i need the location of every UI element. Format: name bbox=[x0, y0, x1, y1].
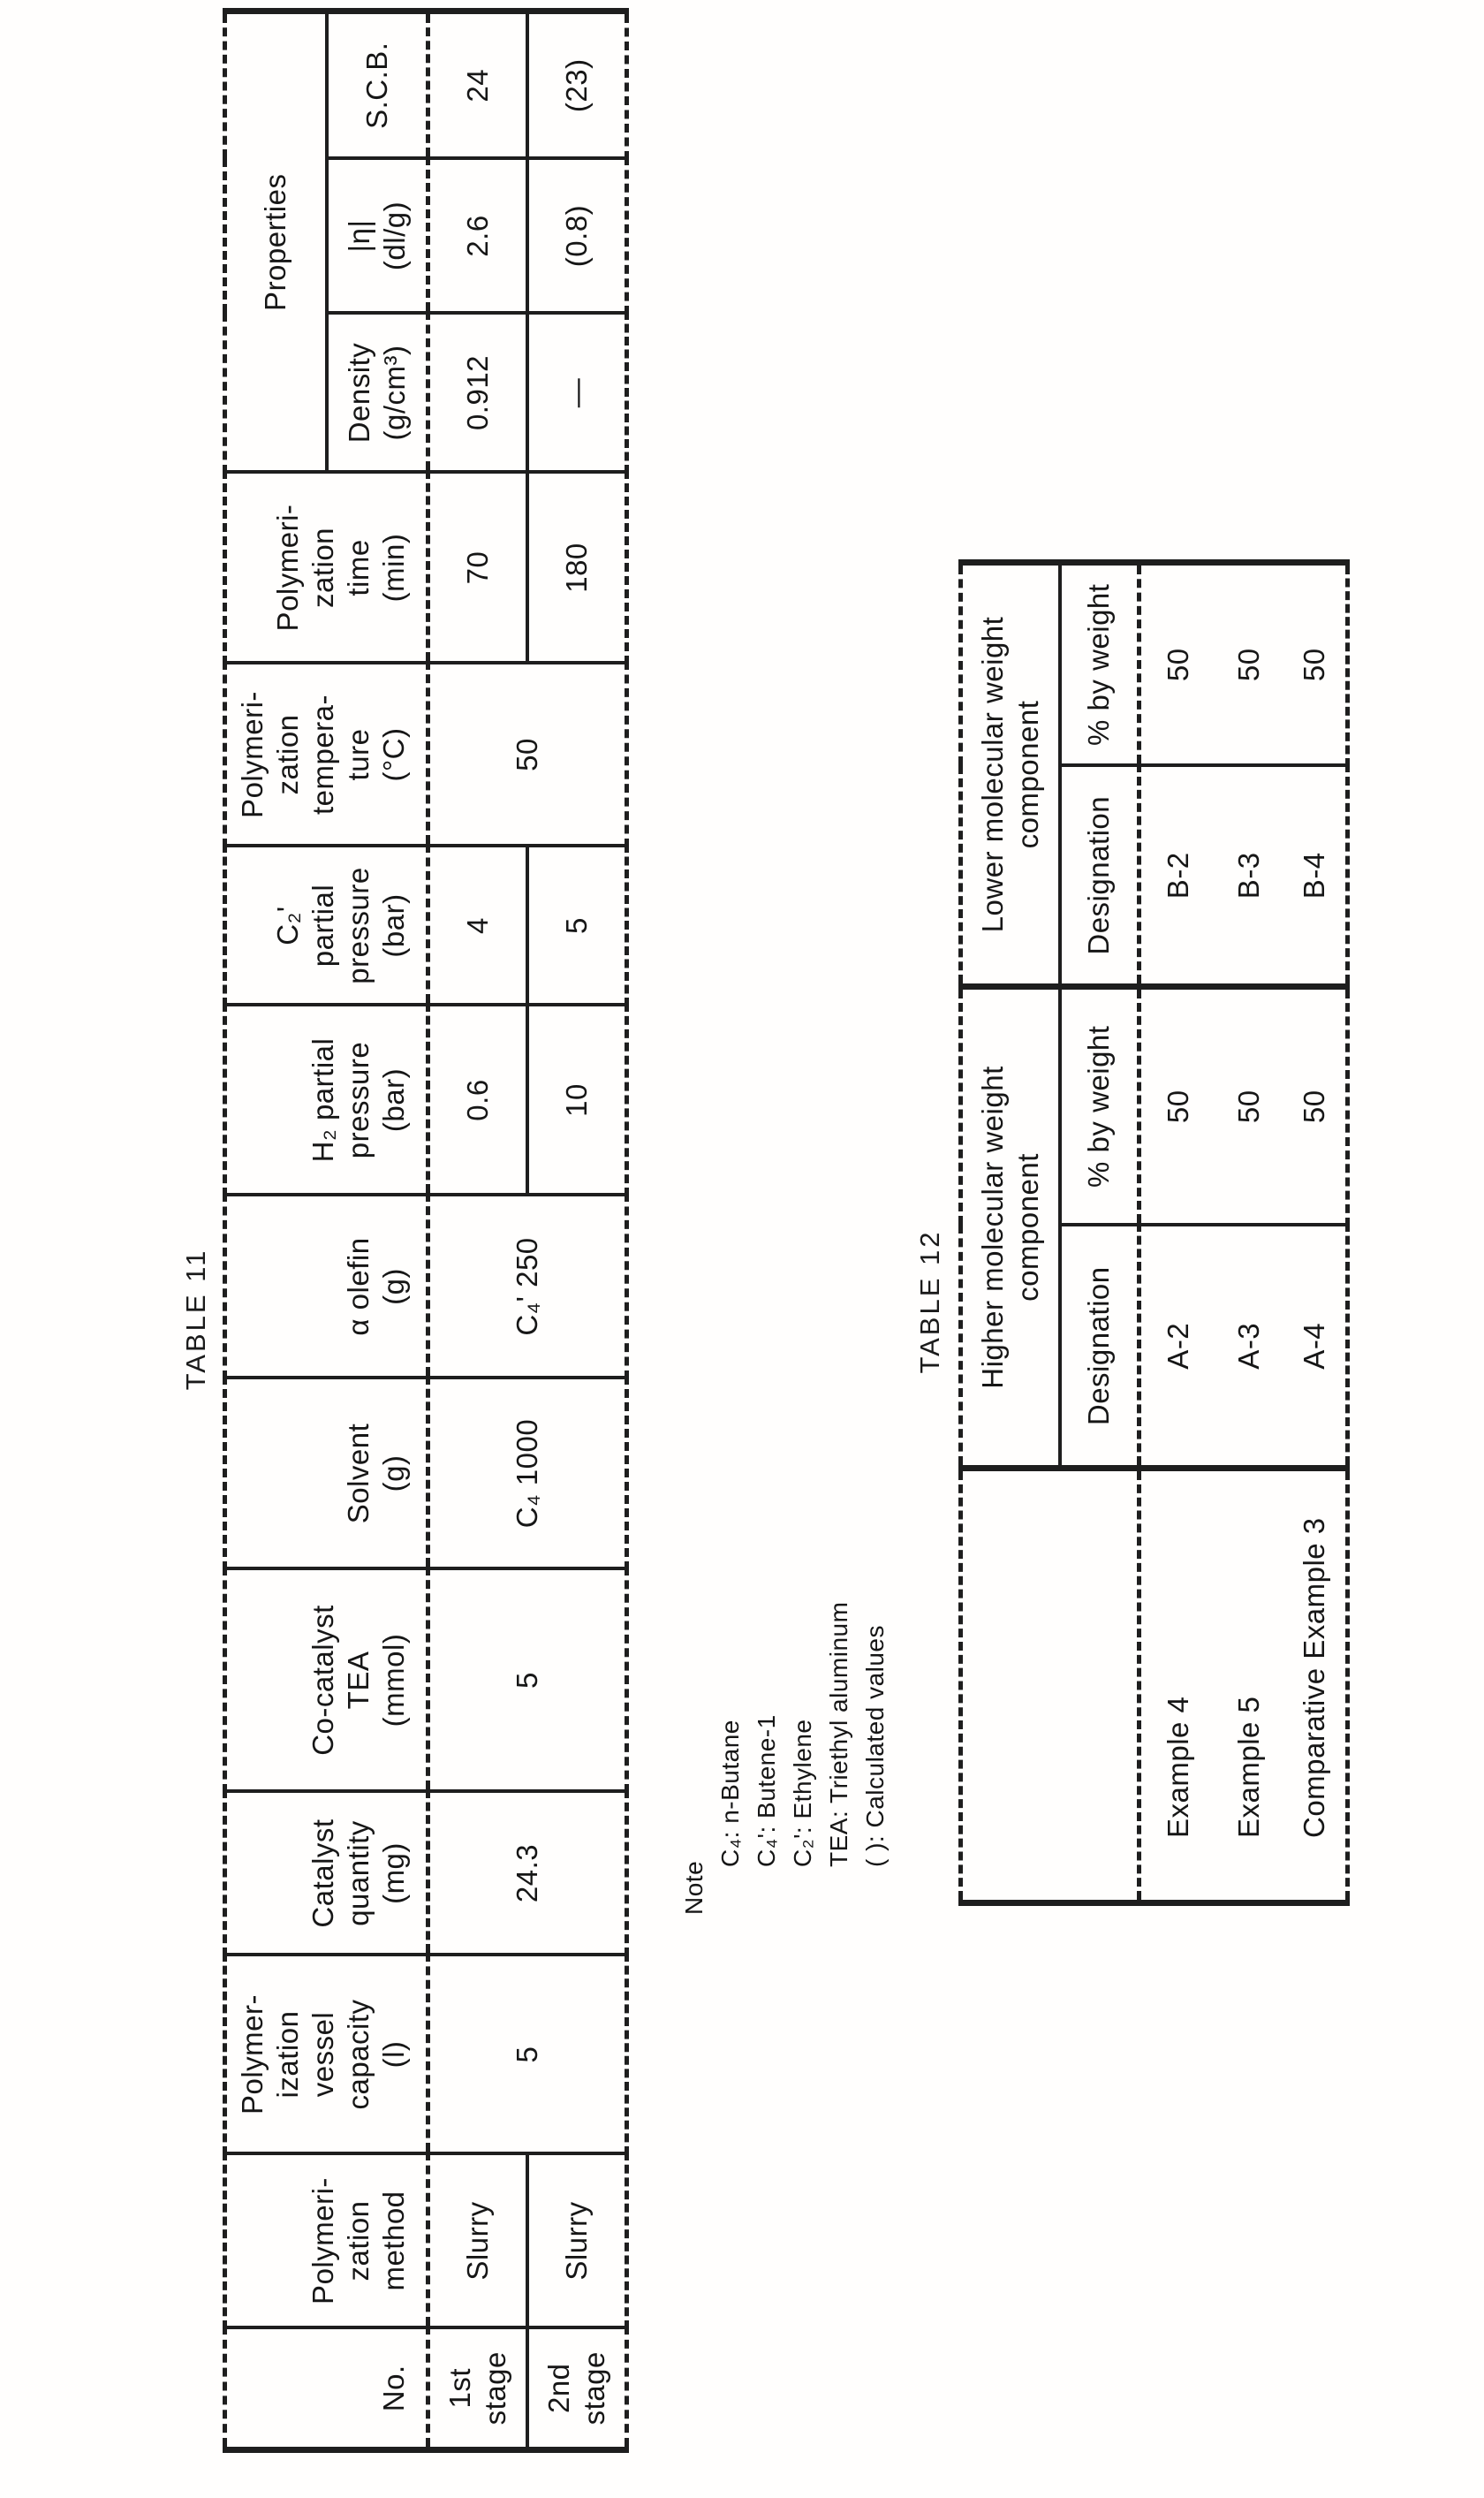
t11-2nd-method: Slurry bbox=[527, 2154, 627, 2328]
t11-2nd-eta: (0.8) bbox=[527, 159, 627, 314]
t11-header-row-a bbox=[225, 11, 327, 2449]
t12-higher-group-header: Higher molecular weight component bbox=[961, 987, 1060, 1469]
t12-row-label: Example 4 bbox=[1140, 1469, 1215, 1903]
t12-lower-group-header: Lower molecular weight component bbox=[961, 562, 1060, 986]
t11-header-vessel-capacity: Polymer- ization vessel capacity (l) bbox=[225, 1955, 428, 2154]
note-line: C₄: n-Butane bbox=[716, 1720, 744, 1867]
t12-lower-designation-header: Designation bbox=[1060, 766, 1140, 987]
t11-cocatalyst-value: 5 bbox=[428, 1569, 627, 1792]
note-line: C₄': Butene-1 bbox=[753, 1714, 780, 1867]
t12-cell-lower-pct: 50 bbox=[1140, 562, 1215, 765]
t11-header-scb: S.C.B. bbox=[327, 11, 428, 158]
table-12-title: TABLE 12 bbox=[914, 1229, 945, 1374]
t12-group-header-row bbox=[961, 562, 1060, 1902]
t11-1st-eta: 2.6 bbox=[428, 159, 527, 314]
note-line: ( ): Calculated values bbox=[861, 1624, 889, 1867]
t11-header-cocatalyst-tea: Co-catalyst TEA (mmol) bbox=[225, 1569, 428, 1792]
t12-cell-lower-designation: B-2 bbox=[1140, 766, 1215, 987]
note-line: TEA: Triethyl aluminum bbox=[825, 1601, 852, 1867]
t12-higher-designation-header: Designation bbox=[1060, 1226, 1140, 1469]
t11-2nd-h2-pressure: 10 bbox=[527, 1006, 627, 1196]
t11-solvent-value: C₄ 1000 bbox=[428, 1378, 627, 1569]
t12-cell-higher-designation: A-2 bbox=[1140, 1226, 1215, 1469]
t11-header-no: No. bbox=[225, 2328, 428, 2450]
t12-cell-higher-pct: 50 bbox=[1283, 987, 1348, 1226]
note-label: Note bbox=[680, 1860, 708, 1915]
t11-2nd-scb: (23) bbox=[527, 11, 627, 158]
table-12 bbox=[958, 559, 1350, 1906]
t11-row-1st-stage bbox=[428, 11, 527, 2449]
t11-2nd-stage-label: 2nd stage bbox=[527, 2328, 627, 2450]
t12-row-example-4 bbox=[1140, 562, 1215, 1902]
t11-2nd-time: 180 bbox=[527, 473, 627, 664]
t12-row-label: Comparative Example 3 bbox=[1283, 1469, 1348, 1903]
t11-1st-stage-label: 1st stage bbox=[428, 2328, 527, 2450]
t11-header-density: Density (g/cm³) bbox=[327, 314, 428, 473]
t11-1st-h2-pressure: 0.6 bbox=[428, 1006, 527, 1196]
table-11-title: TABLE 11 bbox=[180, 1248, 211, 1391]
t12-row-label: Example 5 bbox=[1215, 1469, 1283, 1903]
t12-row-example-5 bbox=[1215, 562, 1283, 1902]
t11-header-eta: |η| (dl/g) bbox=[327, 159, 428, 314]
t12-corner-cell bbox=[961, 1469, 1140, 1903]
t11-1st-scb: 24 bbox=[428, 11, 527, 158]
t12-cell-lower-designation: B-3 bbox=[1215, 766, 1283, 987]
t12-cell-higher-designation: A-3 bbox=[1215, 1226, 1283, 1469]
t11-1st-density: 0.912 bbox=[428, 314, 527, 473]
t11-header-alpha-olefin: α olefin (g) bbox=[225, 1196, 428, 1378]
t12-row-comparative-example-3 bbox=[1283, 562, 1348, 1902]
t11-1st-c2-pressure: 4 bbox=[428, 847, 527, 1006]
table-11 bbox=[223, 8, 629, 2453]
t12-cell-higher-designation: A-4 bbox=[1283, 1226, 1348, 1469]
t11-header-method: Polymeri- zation method bbox=[225, 2154, 428, 2328]
table-11-wrap bbox=[223, 12, 633, 2460]
t12-lower-pct-header: % by weight bbox=[1060, 562, 1140, 765]
t12-higher-pct-header: % by weight bbox=[1060, 987, 1140, 1226]
t11-2nd-c2-pressure: 5 bbox=[527, 847, 627, 1006]
t11-header-polymerization-time: Polymeri- zation time (min) bbox=[225, 473, 428, 664]
t11-1st-time: 70 bbox=[428, 473, 527, 664]
t11-header-h2-partial-pressure: H₂ partial pressure (bar) bbox=[225, 1006, 428, 1196]
t11-alpha-olefin-value: C₄' 250 bbox=[428, 1196, 627, 1378]
t11-temperature-value: 50 bbox=[428, 664, 627, 847]
table-12-wrap bbox=[958, 566, 1352, 1909]
t11-vessel-capacity-value: 5 bbox=[428, 1955, 627, 2154]
note-block bbox=[676, 1531, 894, 1915]
t11-header-polymerization-temperature: Polymeri- zation tempera- ture (°C) bbox=[225, 664, 428, 847]
t11-header-solvent: Solvent (g) bbox=[225, 1378, 428, 1569]
table-12-title-wrap bbox=[910, 1230, 950, 1373]
t11-2nd-density: — bbox=[527, 314, 627, 473]
t11-properties-group-header: Properties bbox=[225, 11, 327, 472]
note-block-wrap bbox=[676, 1531, 894, 1915]
t11-catalyst-quantity-value: 24.3 bbox=[428, 1792, 627, 1955]
t11-1st-method: Slurry bbox=[428, 2154, 527, 2328]
t12-cell-lower-designation: B-4 bbox=[1283, 766, 1348, 987]
t11-header-catalyst-quantity: Catalyst quantity (mg) bbox=[225, 1792, 428, 1955]
t12-cell-lower-pct: 50 bbox=[1215, 562, 1283, 765]
t12-cell-lower-pct: 50 bbox=[1283, 562, 1348, 765]
t11-header-c2-partial-pressure: C₂' partial pressure (bar) bbox=[225, 847, 428, 1006]
t12-cell-higher-pct: 50 bbox=[1215, 987, 1283, 1226]
table-11-title-wrap bbox=[176, 1244, 216, 1394]
note-line: C₂': Ethylene bbox=[789, 1719, 816, 1867]
t12-cell-higher-pct: 50 bbox=[1140, 987, 1215, 1226]
